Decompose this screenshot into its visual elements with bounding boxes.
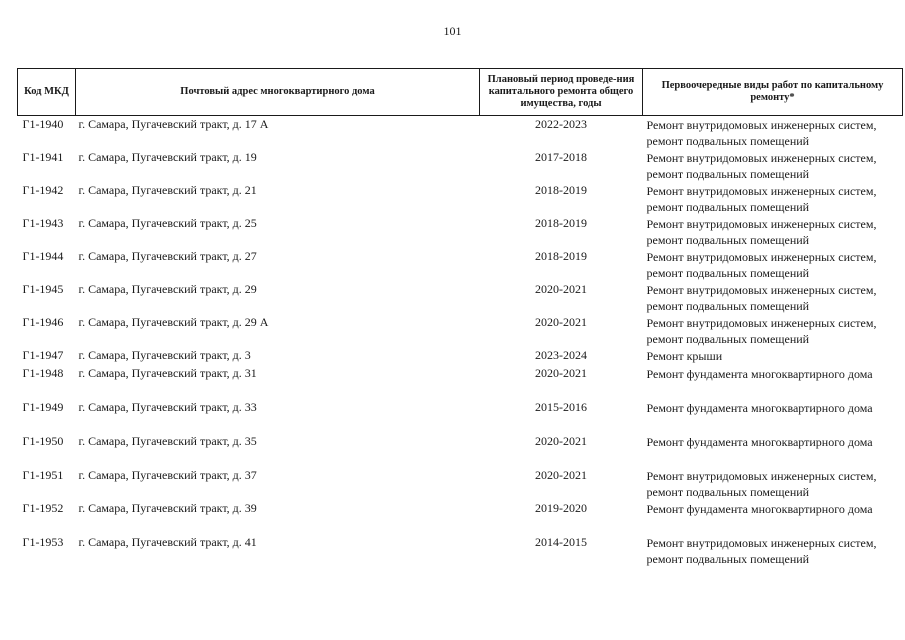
cell-works: Ремонт внутридомовых инженерных систем, ремонт подвальных помещений bbox=[646, 536, 877, 566]
cell-works: Ремонт внутридомовых инженерных систем, ремонт подвальных помещений bbox=[646, 469, 877, 499]
cell-period: 2018-2019 bbox=[535, 216, 587, 230]
cell-period: 2014-2015 bbox=[535, 535, 587, 549]
cell-code: Г1-1946 bbox=[22, 315, 64, 329]
cell-period: 2020-2021 bbox=[535, 282, 587, 296]
cell-code: Г1-1952 bbox=[22, 501, 64, 515]
cell-period: 2018-2019 bbox=[535, 183, 587, 197]
cell-period: 2020-2021 bbox=[535, 434, 587, 448]
cell-code: Г1-1941 bbox=[22, 150, 64, 164]
cell-code: Г1-1940 bbox=[22, 117, 64, 131]
cell-works: Ремонт внутридомовых инженерных систем, ремонт подвальных помещений bbox=[646, 118, 877, 148]
table-row bbox=[18, 400, 903, 434]
cell-code: Г1-1949 bbox=[22, 400, 64, 414]
table-row bbox=[18, 434, 903, 468]
cell-code: Г1-1950 bbox=[22, 434, 64, 448]
cell-works: Ремонт крыши bbox=[646, 349, 723, 363]
table-row bbox=[18, 348, 903, 366]
cell-period: 2018-2019 bbox=[535, 249, 587, 263]
cell-period: 2023-2024 bbox=[535, 348, 587, 362]
table-row bbox=[18, 116, 903, 151]
cell-works: Ремонт внутридомовых инженерных систем, ремонт подвальных помещений bbox=[646, 151, 877, 181]
cell-code: Г1-1944 bbox=[22, 249, 64, 263]
cell-address: г. Самара, Пугачевский тракт, д. 29 bbox=[78, 282, 257, 296]
cell-code: Г1-1943 bbox=[22, 216, 64, 230]
cell-period: 2022-2023 bbox=[535, 117, 587, 131]
cell-period: 2020-2021 bbox=[535, 366, 587, 380]
cell-works: Ремонт фундамента многоквартирного дома bbox=[646, 502, 873, 516]
cell-works: Ремонт внутридомовых инженерных систем, ремонт подвальных помещений bbox=[646, 217, 877, 247]
registry-table bbox=[17, 68, 903, 568]
cell-address: г. Самара, Пугачевский тракт, д. 35 bbox=[78, 434, 257, 448]
cell-works: Ремонт внутридомовых инженерных систем, ремонт подвальных помещений bbox=[646, 316, 877, 346]
table-row bbox=[18, 468, 903, 501]
table-row bbox=[18, 501, 903, 535]
cell-address: г. Самара, Пугачевский тракт, д. 39 bbox=[78, 501, 257, 515]
cell-address: г. Самара, Пугачевский тракт, д. 33 bbox=[78, 400, 257, 414]
page-number: 101 bbox=[443, 24, 462, 38]
cell-code: Г1-1945 bbox=[22, 282, 64, 296]
cell-address: г. Самара, Пугачевский тракт, д. 37 bbox=[78, 468, 257, 482]
table-row bbox=[18, 282, 903, 315]
cell-address: г. Самара, Пугачевский тракт, д. 41 bbox=[78, 535, 257, 549]
table-row bbox=[18, 535, 903, 568]
table-row bbox=[18, 315, 903, 348]
cell-address: г. Самара, Пугачевский тракт, д. 19 bbox=[78, 150, 257, 164]
table-row bbox=[18, 183, 903, 216]
cell-works: Ремонт внутридомовых инженерных систем, ремонт подвальных помещений bbox=[646, 283, 877, 313]
cell-works: Ремонт фундамента многоквартирного дома bbox=[646, 401, 873, 415]
table-row bbox=[18, 249, 903, 282]
cell-code: Г1-1953 bbox=[22, 535, 64, 549]
cell-period: 2020-2021 bbox=[535, 315, 587, 329]
cell-works: Ремонт внутридомовых инженерных систем, ремонт подвальных помещений bbox=[646, 184, 877, 214]
cell-address: г. Самара, Пугачевский тракт, д. 25 bbox=[78, 216, 257, 230]
cell-period: 2019-2020 bbox=[535, 501, 587, 515]
cell-code: Г1-1951 bbox=[22, 468, 64, 482]
table-row bbox=[18, 366, 903, 400]
cell-address: г. Самара, Пугачевский тракт, д. 21 bbox=[78, 183, 257, 197]
cell-works: Ремонт фундамента многоквартирного дома bbox=[646, 435, 873, 449]
cell-address: г. Самара, Пугачевский тракт, д. 31 bbox=[78, 366, 257, 380]
header-address: Почтовый адрес многоквартирного дома bbox=[76, 69, 480, 116]
cell-works: Ремонт внутридомовых инженерных систем, ремонт подвальных помещений bbox=[646, 250, 877, 280]
cell-code: Г1-1948 bbox=[22, 366, 64, 380]
cell-address: г. Самара, Пугачевский тракт, д. 27 bbox=[78, 249, 257, 263]
cell-address: г. Самара, Пугачевский тракт, д. 17 А bbox=[78, 117, 269, 131]
header-code: Код МКД bbox=[18, 69, 76, 116]
cell-period: 2017-2018 bbox=[535, 150, 587, 164]
cell-works: Ремонт фундамента многоквартирного дома bbox=[646, 367, 873, 381]
header-period: Плановый период проведе-ния капитального ремонта общего имущества, годы bbox=[480, 69, 643, 116]
cell-period: 2015-2016 bbox=[535, 400, 587, 414]
cell-code: Г1-1947 bbox=[22, 348, 64, 362]
cell-address: г. Самара, Пугачевский тракт, д. 29 А bbox=[78, 315, 269, 329]
cell-period: 2020-2021 bbox=[535, 468, 587, 482]
table-header-row bbox=[18, 69, 903, 116]
table-row bbox=[18, 216, 903, 249]
cell-address: г. Самара, Пугачевский тракт, д. 3 bbox=[78, 348, 251, 362]
header-works: Первоочередные виды работ по капитальному ремонту* bbox=[643, 69, 903, 116]
cell-code: Г1-1942 bbox=[22, 183, 64, 197]
table-row bbox=[18, 150, 903, 183]
